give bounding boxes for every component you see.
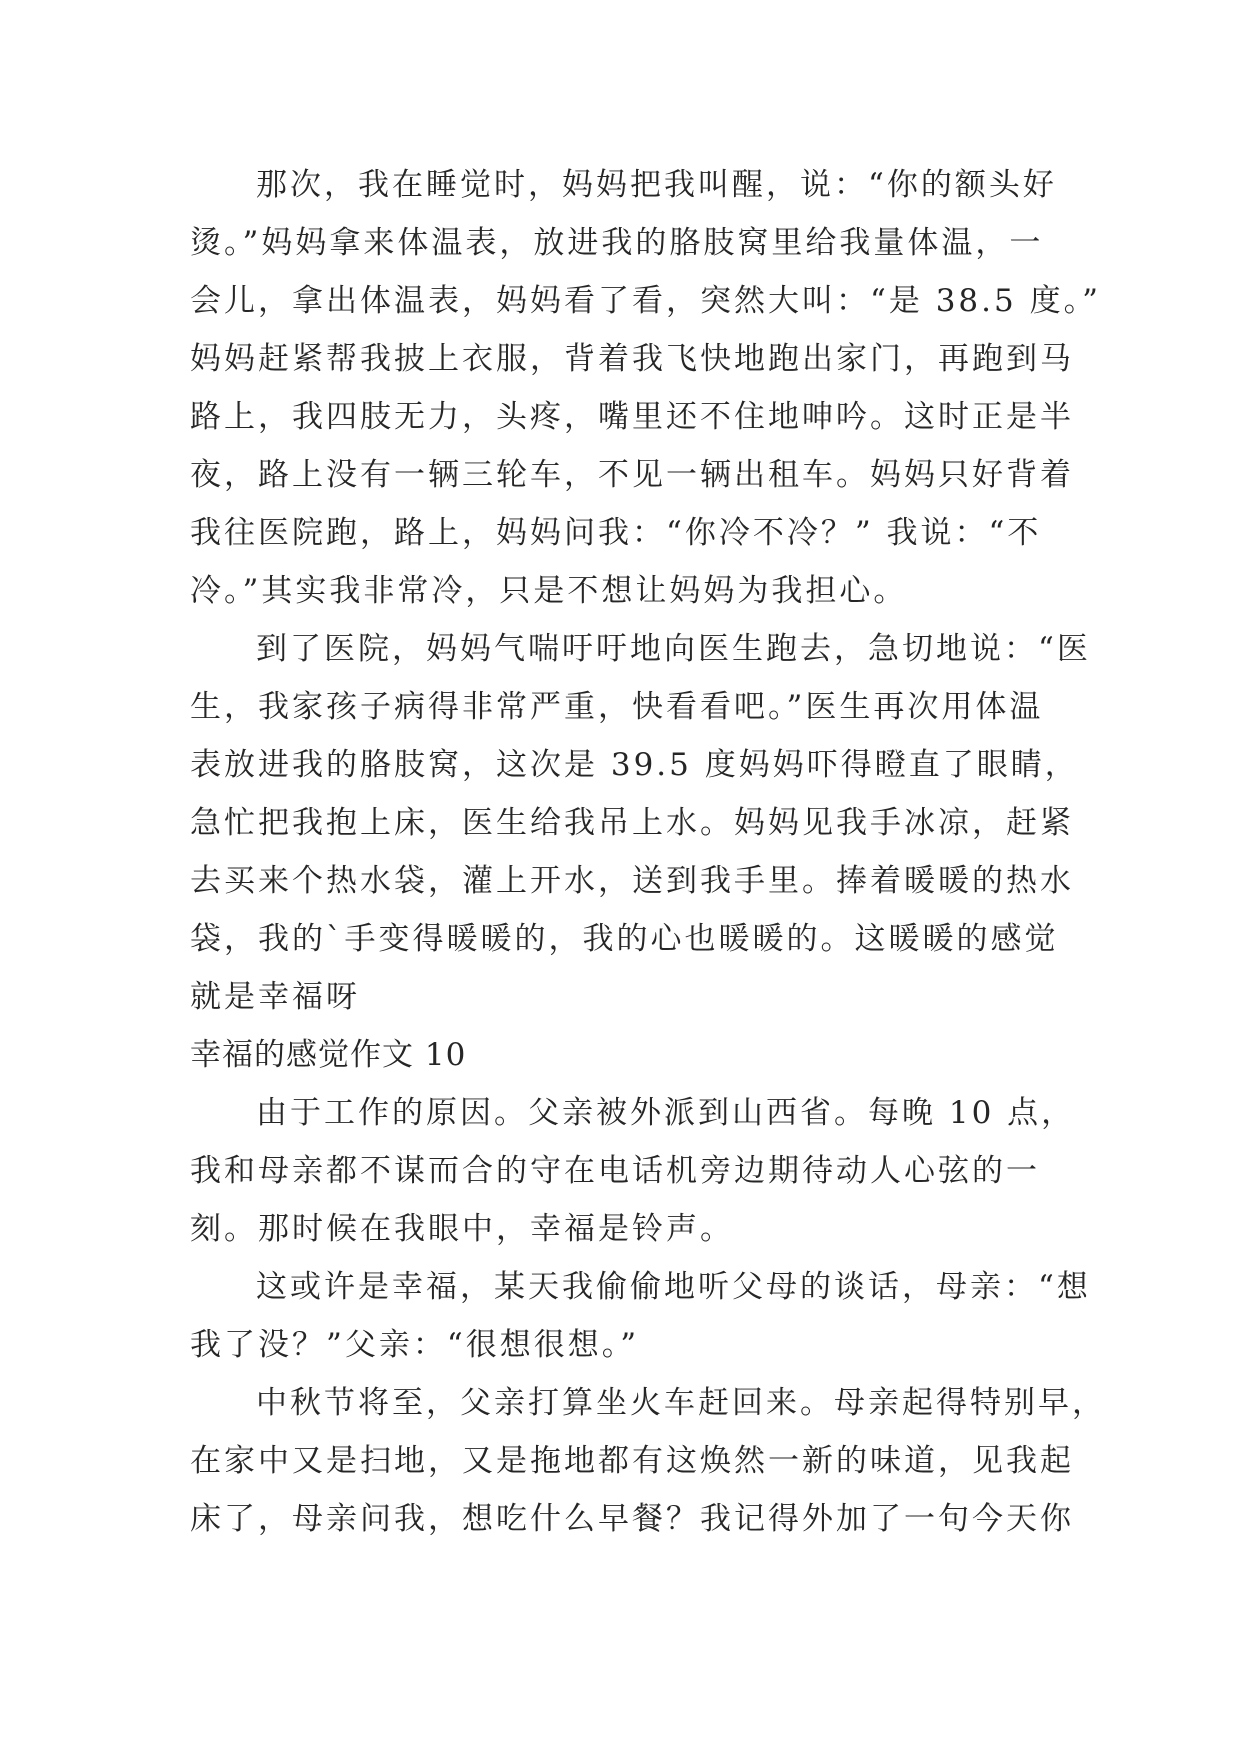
text-line: 会儿，拿出体温表，妈妈看了看，突然大叫：“是 38.5 度。” (190, 283, 1101, 319)
text-line: 我了没？”父亲：“很想很想。” (190, 1327, 640, 1363)
text-line: 袋，我的`手变得暖暖的，我的心也暖暖的。这暖暖的感觉 (190, 921, 1059, 957)
text-line: 烫。”妈妈拿来体温表，放进我的胳肢窝里给我量体温，一 (190, 225, 1044, 261)
text-line: 就是幸福呀 (190, 979, 360, 1015)
document-body (190, 156, 1106, 1548)
text-line: 我往医院跑，路上，妈妈问我：“你冷不冷？” 我说：“不 (190, 515, 1042, 551)
text-line: 冷。”其实我非常冷，只是不想让妈妈为我担心。 (190, 573, 908, 609)
text-line: 我和母亲都不谋而合的守在电话机旁边期待动人心弦的一 (190, 1153, 1040, 1189)
text-line: 路上，我四肢无力，头疼，嘴里还不住地呻吟。这时正是半 (190, 399, 1074, 435)
text-line: 在家中又是扫地，又是拖地都有这焕然一新的味道，见我起 (190, 1443, 1074, 1479)
text-line: 由于工作的原因。父亲被外派到山西省。每晚 10 点， (256, 1095, 1076, 1131)
paragraph-2 (190, 620, 1090, 1026)
text-line: 到了医院，妈妈气喘吁吁地向医生跑去，急切地说：“医 (256, 631, 1091, 667)
text-line: 妈妈赶紧帮我披上衣服，背着我飞快地跑出家门，再跑到马 (190, 341, 1074, 377)
text-line: 夜，路上没有一辆三轮车，不见一辆出租车。妈妈只好背着 (190, 457, 1074, 493)
text-line: 这或许是幸福，某天我偷偷地听父母的谈话，母亲：“想 (256, 1269, 1091, 1305)
text-line: 生，我家孩子病得非常严重，快看看吧。”医生再次用体温 (190, 689, 1044, 725)
text-line: 床了，母亲问我，想吃什么早餐？我记得外加了一句今天你 (190, 1501, 1074, 1537)
paragraph-1 (190, 156, 1101, 620)
text-line: 那次，我在睡觉时，妈妈把我叫醒，说：“你的额头好 (256, 167, 1057, 203)
text-line: 表放进我的胳肢窝，这次是 39.5 度妈妈吓得瞪直了眼睛， (190, 747, 1079, 783)
text-line: 去买来个热水袋，灌上开水，送到我手里。捧着暖暖的热水 (190, 863, 1074, 899)
text-line: 刻。那时候在我眼中，幸福是铃声。 (190, 1211, 734, 1247)
paragraph-5 (190, 1374, 1106, 1548)
text-line: 急忙把我抱上床，医生给我吊上水。妈妈见我手冰凉，赶紧 (190, 805, 1074, 841)
section-heading: 幸福的感觉作文 10 (190, 1037, 467, 1073)
paragraph-4 (190, 1258, 1090, 1374)
paragraph-3 (190, 1084, 1090, 1258)
text-line: 中秋节将至，父亲打算坐火车赶回来。母亲起得特别早， (256, 1385, 1106, 1421)
